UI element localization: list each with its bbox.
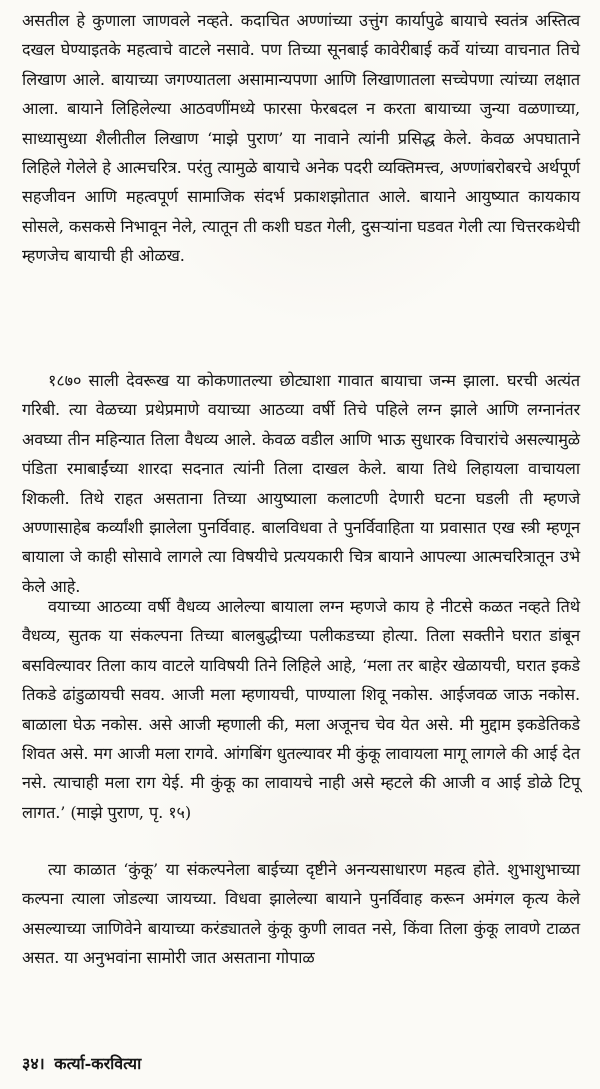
page-number: ३४। — [22, 1054, 45, 1073]
book-title: कर्त्या-करवित्या — [54, 1054, 142, 1073]
paragraph-text: असतील हे कुणाला जाणवले नव्हते. कदाचित अण्णांच्या उत्तुंग कार्यापुढे बायाचे स्वतंत्र अस्तित्व दखल घेण्याइतके महत्वाचे वाटले नसावे. पण तिच्या सूनबाई कावेरीबाई कर्वे यांच्या वाचनात तिचे लिखाण आले. बायाच्या जगण्यातला असामान्यपणा आणि लिखाणातला सच्चेपणा त्यांच्या लक्षात आला. बायाने लिहिलेल्या आठवणींमध्ये फारसा फेरबदल न करता बायाच्या जुन्या वळणाच्या, साध्यासुध्या शैलीतील लिखाण ‘माझे पुराण’ या नावाने त्यांनी प्रसिद्ध केले. केवळ अपघाताने लिहिले गेलेले हे आत्मचरित्र. परंतु त्यामुळे बायाचे अनेक पदरी व्यक्तिमत्त्व, अण्णांबरोबरचे अर्थपूर्ण सहजीवन आणि महत्वपूर्ण सामाजिक संदर्भ प्रकाशझोतात आले. बायाने आयुष्यात कायकाय सोसले, कसकसे निभावून नेले, त्यातून ती कशी घडत गेली, दुसऱ्यांना घडवत गेली त्या चित्तरकथेची म्हणजेच बायाची ही ओळख. — [22, 11, 580, 266]
paragraph-3 — [22, 592, 580, 827]
paragraph-text: वयाच्या आठव्या वर्षी वैधव्य आलेल्या बायाला लग्न म्हणजे काय हे नीटसे कळत नव्हते तिथे वैधव्य, सुतक या संकल्पना तिच्या बालबुद्धीच्या पलीकडच्या होत्या. तिला सक्तीने घरात डांबून बसविल्यावर तिला काय वाटले याविषयी तिने लिहिले आहे, ‘मला तर बाहेर खेळायची, घरात इकडे तिकडे ढांडुळायची सवय. आजी मला म्हणायची, पाण्याला शिवू नकोस. आईजवळ जाऊ नकोस. बाळाला घेऊ नकोस. असे आजी म्हणाली की, मला अजूनच चेव येत असे. मी मुद्दाम इकडेतिकडे शिवत असे. मग आजी मला रागवे. आंगबिंग धुतल्यावर मी कुंकू लावायला मागू लागले की आई देत नसे. त्याचाही मला राग येई. मी कुंकू का लावायचे नाही असे म्हटले की आजी व आई डोळे टिपू लागत.’ (माझे पुराण, पृ. १५) — [22, 597, 580, 822]
paragraph-4 — [22, 855, 580, 973]
paragraph-text: त्या काळात ‘कुंकू’ या संकल्पनेला बाईच्या दृष्टीने अनन्यसाधारण महत्व होते. शुभाशुभाच्या कल्पना त्याला जोडल्या जायच्या. विधवा झालेल्या बायाने पुनर्विवाह करून अमंगल कृत्य केले असल्याच्या जाणिवेने बायाच्या करंड्यातले कुंकू कुणी लावत नसे, किंवा तिला कुंकू लावणे टाळत असत. या अनुभवांना सामोरी जात असताना गोपाळ — [22, 860, 580, 968]
paragraph-1 — [22, 6, 580, 271]
page-footer — [22, 1053, 145, 1075]
paragraph-text: १८७० साली देवरूख या कोकणातल्या छोट्याशा गावात बायाचा जन्म झाला. घरची अत्यंत गरिबी. त्या वेळच्या प्रथेप्रमाणे वयाच्या आठव्या वर्षी तिचे पहिले लग्न झाले आणि लग्नानंतर अवघ्या तीन महिन्यात तिला वैधव्य आले. केवळ वडील आणि भाऊ सुधारक विचारांचे असल्यामुळे पंडिता रमाबाईंच्या शारदा सदनात त्यांनी तिला दाखल केले. बाया तिथे लिहायला वाचायला शिकली. तिथे राहत असताना तिच्या आयुष्याला कलाटणी देणारी घटना घडली ती म्हणजे अण्णासाहेब कर्व्यांशी झालेला पुनर्विवाह. बालविधवा ते पुनर्विवाहिता या प्रवासात एख स्त्री म्हणून बायाला जे काही सोसावे लागले त्या विषयीचे प्रत्ययकारी चित्र बायाने आपल्या आत्मचरित्रातून उभे केले आहे. — [22, 371, 580, 596]
paragraph-2 — [22, 366, 580, 601]
